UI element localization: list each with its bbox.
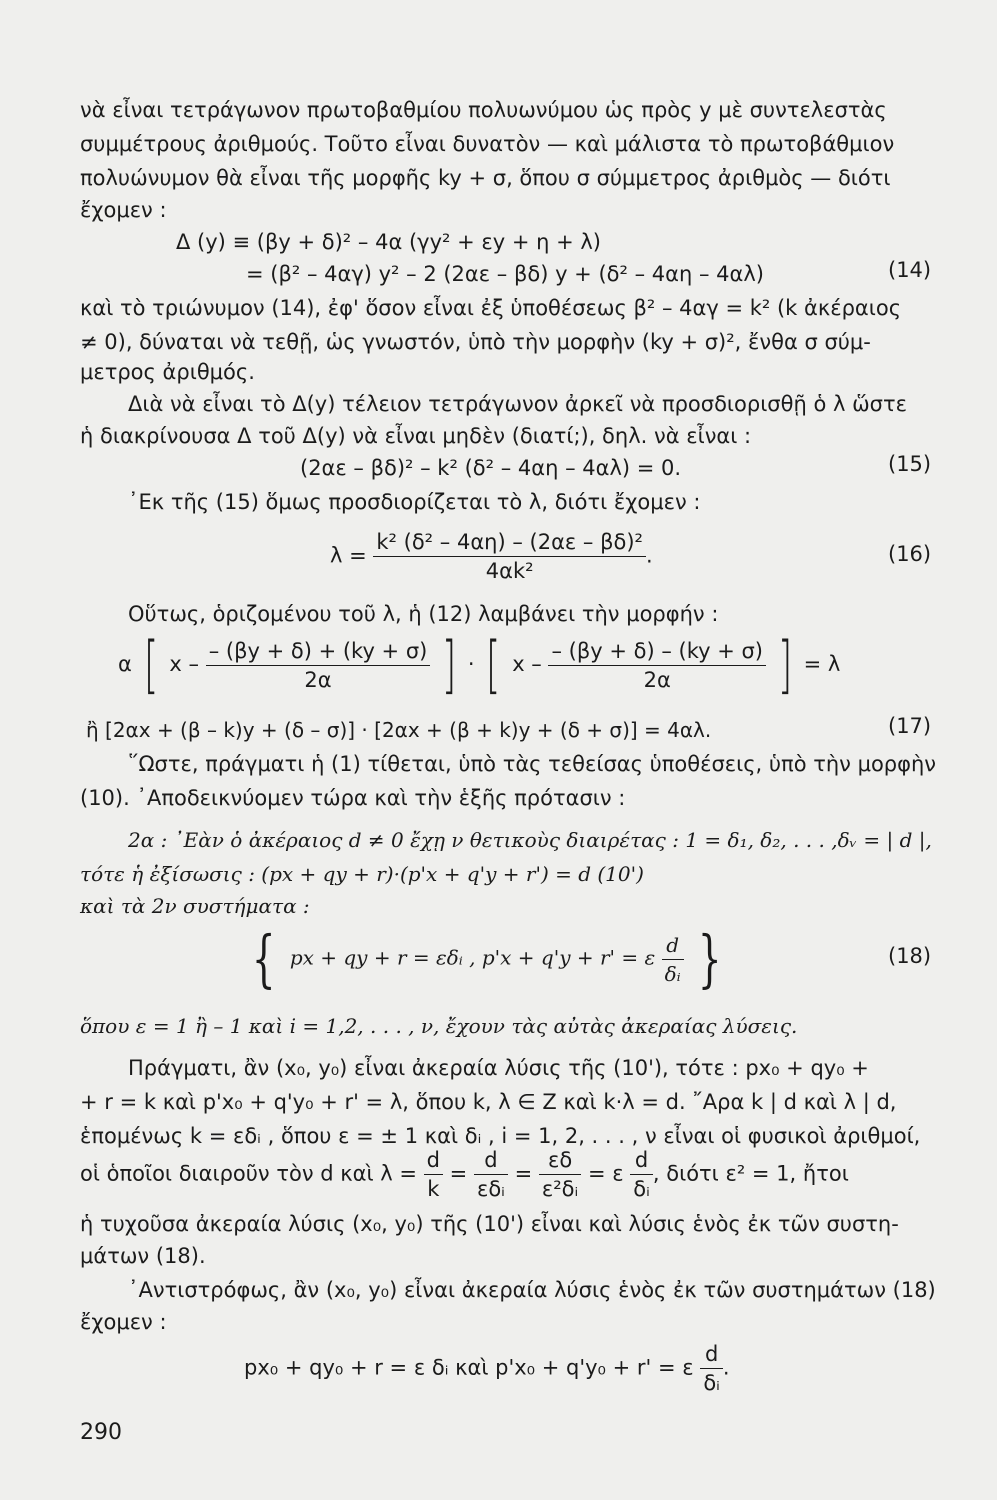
numerator: d bbox=[666, 932, 680, 957]
equation-number: (18) bbox=[888, 944, 932, 968]
text-line: νὰ εἶναι τετράγωνον πρωτοβαθμίου πολυωνύμου ὡς πρὸς y μὲ συντελεστὰς bbox=[80, 98, 887, 122]
text-line: μετρος ἀριθμός. bbox=[80, 360, 255, 384]
fraction: $\frac{\varepsilon\delta}{\text{ε²δᵢ}}$ bbox=[539, 1146, 581, 1203]
text-line: συμμέτρους ἀριθμούς. Τοῦτο εἶναι δυνατὸν — καὶ μάλιστα τὸ πρωτοβάθμιον bbox=[80, 132, 895, 156]
numerator: – (βy + δ) + (ky + σ) bbox=[208, 638, 428, 663]
equation-number: (15) bbox=[888, 452, 932, 476]
fraction bbox=[206, 637, 431, 694]
text-line: ᾿Αντιστρόφως, ἂν (x₀, y₀) εἶναι ἀκεραία λύσις ἑνὸς ἐκ τῶν συστημάτων (18) bbox=[128, 1278, 936, 1302]
fraction: $\frac{d}{\text{δᵢ}}$ bbox=[700, 1340, 723, 1397]
equation-16: λ = $\frac{\text{k² (δ² – 4αη) – (2αε – βδ)²}}{\text{4αk²}}$ . bbox=[330, 530, 653, 583]
lambda-lhs: λ = bbox=[330, 543, 367, 568]
text-line: ἡ διακρίνουσα Δ τοῦ Δ(y) νὰ εἶναι μηδὲν (διατί;), δηλ. νὰ εἶναι : bbox=[80, 424, 752, 448]
text-line: ἔχομεν : bbox=[80, 198, 167, 222]
text-line: + r = k καὶ p'x₀ + q'y₀ + r' = λ, ὅπου k, λ ∈ Z καὶ k·λ = d. ῎Αρα k | d καὶ λ | d, bbox=[80, 1090, 897, 1114]
denominator: 2α bbox=[206, 665, 431, 694]
alpha-coef: α bbox=[118, 652, 132, 676]
equation-15: (2αε – βδ)² – k² (δ² – 4αη – 4αλ) = 0. bbox=[300, 456, 682, 480]
equation-12-form: α [ x – $\frac{- (\beta y + \delta) + (ky + \sigma)}{2\alpha}$ ] · [ x – $\frac{- (\beta y + \delta) - (ky + \sigma)}{2\alpha}$ ] = λ bbox=[118, 628, 841, 701]
page-number: 290 bbox=[80, 1420, 122, 1445]
text-part: , διότι ε² = 1, ἤτοι bbox=[652, 1161, 849, 1186]
denominator: 4αk² bbox=[373, 556, 646, 585]
numerator: k² (δ² – 4αη) – (2αε – βδ)² bbox=[376, 530, 643, 554]
denominator: 2α bbox=[548, 665, 766, 694]
text-part: οἱ ὁποῖοι διαιροῦν τὸν d καὶ λ = bbox=[80, 1161, 417, 1186]
text-line: (10). ᾿Αποδεικνύομεν τώρα καὶ τὴν ἑξῆς πρότασιν : bbox=[80, 786, 626, 810]
fraction: $\frac{d}{\text{εδᵢ}}$ bbox=[474, 1146, 508, 1203]
text-line: μάτων (18). bbox=[80, 1244, 206, 1268]
text-line: Διὰ νὰ εἶναι τὸ Δ(y) τέλειον τετράγωνον ἀρκεῖ νὰ προσδιορισθῇ ὁ λ ὥστε bbox=[128, 392, 907, 416]
equation-17: ἢ [2αx + (β – k)y + (δ – σ)] · [2αx + (β + k)y + (δ + σ)] = 4αλ. bbox=[86, 718, 712, 742]
text-line: ῞Ωστε, πράγματι ἡ (1) τίθεται, ὑπὸ τὰς τεθείσας ὑποθέσεις, ὑπὸ τὴν μορφὴν bbox=[128, 752, 937, 776]
text-line-fractions: οἱ ὁποῖοι διαιροῦν τὸν d καὶ λ = $\frac{d}{k}$ = $\frac{d}{\text{εδᵢ}}$ = $\frac{\varepsilon\delta}{\text{ε²δᵢ}}$ = ε $\frac{d}{\text{δᵢ}}$ , διότι ε² = 1, ἤτοι bbox=[80, 1148, 849, 1201]
equation-number: (17) bbox=[888, 714, 932, 738]
system-eqs: px + qy + r = εδᵢ , p'x + q'y + r' = ε bbox=[289, 945, 656, 970]
text-line: ≠ 0), δύναται νὰ τεθῇ, ὡς γνωστόν, ὑπὸ τὴν μορφὴν (ky + σ)², ἔνθα σ σύμ- bbox=[80, 330, 871, 354]
theorem-line: ὅπου ε = 1 ἢ – 1 καὶ i = 1,2, . . . , ν, ἔχουν τὰς αὐτὰς ἀκεραίας λύσεις. bbox=[80, 1014, 798, 1038]
fraction: $\frac{d}{k}$ bbox=[424, 1146, 443, 1203]
theorem-line: τότε ἡ ἐξίσωσις : (px + qy + r)·(p'x + q'y + r') = d (10') bbox=[80, 862, 644, 886]
text-line: ἑπομένως k = εδᵢ , ὅπου ε = ± 1 καὶ δᵢ , i = 1, 2, . . . , ν εἶναι οἱ φυσικοὶ ἀριθμοί, bbox=[80, 1124, 921, 1148]
equation-final: px₀ + qy₀ + r = ε δᵢ καὶ p'x₀ + q'y₀ + r' = ε $\frac{d}{\text{δᵢ}}$ . bbox=[244, 1342, 730, 1395]
text-line: ἡ τυχοῦσα ἀκεραία λύσις (x₀, y₀) τῆς (10') εἶναι καὶ λύσις ἑνὸς ἐκ τῶν συστη- bbox=[80, 1212, 899, 1236]
fraction: $\frac{d}{\text{δᵢ}}$ bbox=[630, 1146, 653, 1203]
text-line: πολυώνυμον θὰ εἶναι τῆς μορφῆς ky + σ, ὅπου σ σύμμετρος ἀριθμὸς — διότι bbox=[80, 166, 891, 190]
equation-number: (16) bbox=[888, 542, 932, 566]
text-line: ᾿Εκ τῆς (15) ὅμως προσδιορίζεται τὸ λ, διότι ἔχομεν : bbox=[128, 490, 701, 514]
theorem-line: καὶ τὰ 2ν συστήματα : bbox=[80, 894, 310, 918]
rhs: = λ bbox=[803, 652, 841, 676]
equation-18: { px + qy + r = εδᵢ , p'x + q'y + r' = ε $\frac{d}{\text{δᵢ}}$ } bbox=[251, 922, 722, 995]
text-line: Οὕτως, ὁριζομένου τοῦ λ, ἡ (12) λαμβάνει τὴν μορφήν : bbox=[128, 602, 719, 626]
equation-text: px₀ + qy₀ + r = ε δᵢ καὶ p'x₀ + q'y₀ + r' = ε bbox=[244, 1355, 694, 1380]
denominator: δᵢ bbox=[662, 959, 684, 988]
text-line: ἔχομεν : bbox=[80, 1310, 167, 1334]
text-line: καὶ τὸ τριώνυμον (14), ἐφ' ὅσον εἶναι ἐξ ὑποθέσεως β² – 4αγ = k² (k ἀκέραιος bbox=[80, 296, 902, 320]
x-term: x – bbox=[512, 652, 542, 676]
fraction bbox=[373, 528, 646, 585]
theorem-line: 2α : ᾿Εὰν ὁ ἀκέραιος d ≠ 0 ἔχῃ ν θετικοὺς διαιρέτας : 1 = δ₁, δ₂, . . . ,δᵥ = | d |, bbox=[128, 828, 932, 852]
fraction bbox=[662, 931, 684, 988]
text-part: = ε bbox=[587, 1161, 624, 1186]
x-term: x – bbox=[169, 652, 200, 676]
equation-number: (14) bbox=[888, 258, 932, 282]
fraction bbox=[548, 637, 766, 694]
equation-14: = (β² – 4αγ) y² – 2 (2αε – βδ) y + (δ² – 4αη – 4αλ) bbox=[246, 262, 764, 286]
text-line: Πράγματι, ἂν (x₀, y₀) εἶναι ἀκεραία λύσις τῆς (10'), τότε : px₀ + qy₀ + bbox=[128, 1056, 869, 1080]
equation-delta: Δ (y) ≡ (βy + δ)² – 4α (γy² + εy + η + λ) bbox=[176, 230, 601, 254]
numerator: – (βy + δ) – (ky + σ) bbox=[551, 638, 764, 663]
dot: · bbox=[467, 652, 475, 676]
